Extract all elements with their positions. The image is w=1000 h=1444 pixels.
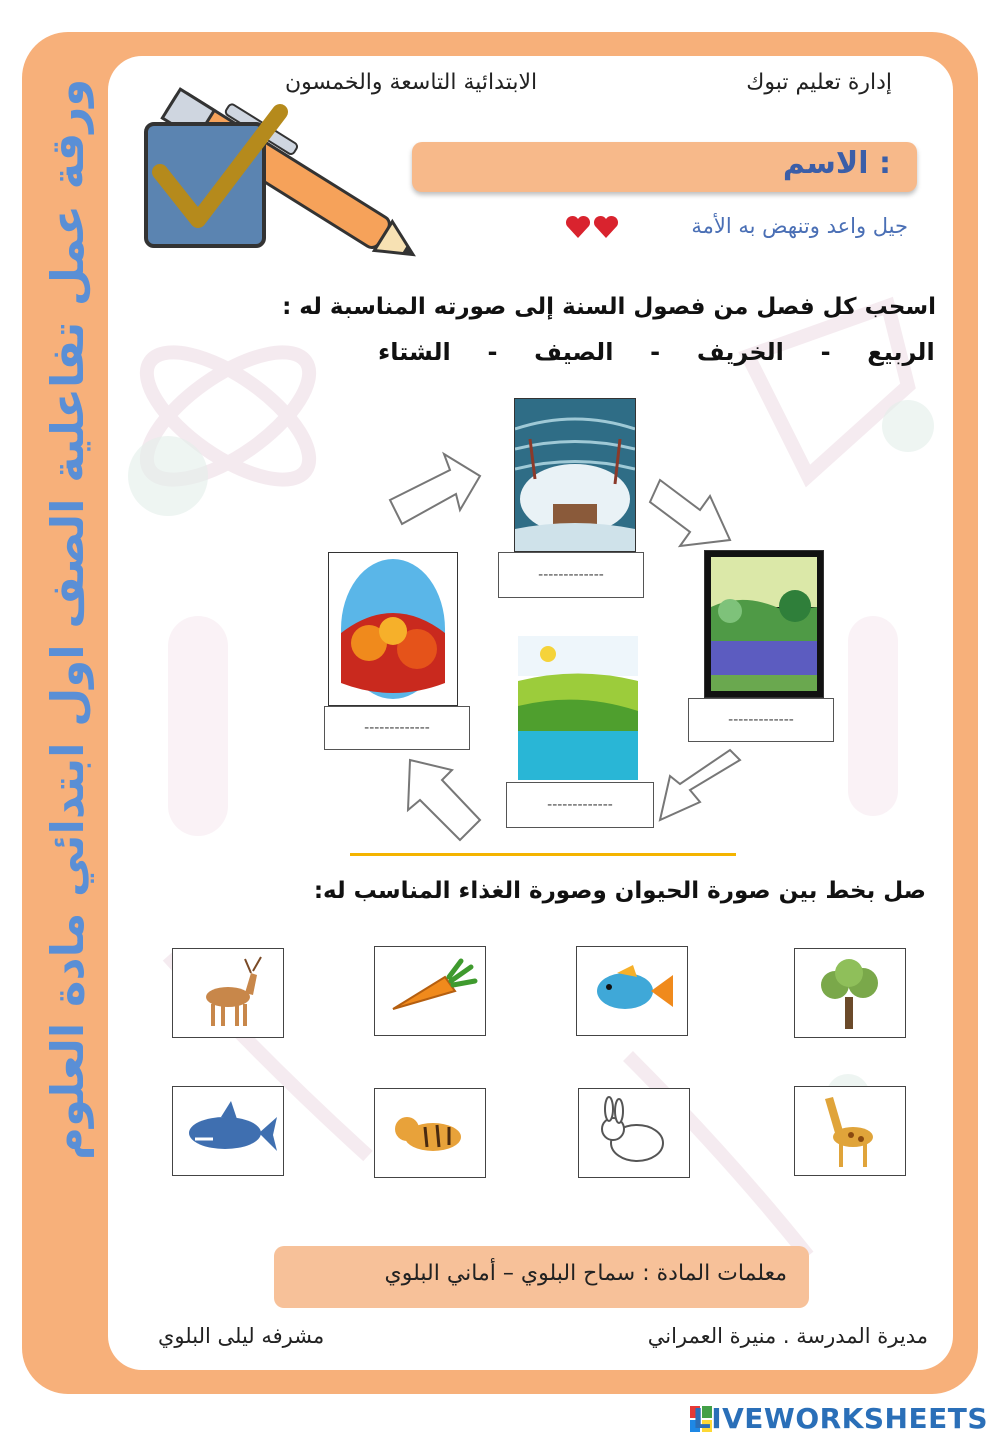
drop-zone-spring[interactable] <box>688 698 834 742</box>
principal-signature: مديرة المدرسة . منيرة العمراني <box>647 1324 928 1348</box>
teachers-bar <box>274 1246 809 1308</box>
blank-line: ------------- <box>364 720 430 736</box>
section-divider <box>350 853 736 856</box>
blank-line: ------------- <box>547 797 613 813</box>
autumn-image <box>329 553 457 705</box>
school-name: الابتدائية التاسعة والخمسون <box>285 70 538 95</box>
tree-card[interactable] <box>794 948 906 1038</box>
motto: جيل واعد وتنهض به الأمة <box>691 214 908 238</box>
season-card-summer <box>518 636 638 780</box>
season-winter[interactable]: الشتاء <box>378 338 451 366</box>
summer-image <box>518 636 638 780</box>
carrot-icon <box>375 947 485 1035</box>
supervisor-signature: مشرفه ليلى البلوي <box>158 1324 325 1348</box>
fish-card[interactable] <box>576 946 688 1036</box>
winter-image <box>515 399 635 551</box>
season-words <box>378 338 935 366</box>
carrot-card[interactable] <box>374 946 486 1036</box>
drop-zone-winter[interactable] <box>498 552 644 598</box>
season-summer[interactable]: الصيف <box>534 338 614 366</box>
brand-name[interactable]: LIVEWORKSHEETS <box>692 1402 988 1435</box>
blank-line: ------------- <box>728 712 794 728</box>
vertical-title: ورقة عمل تفاعلية الصف اول ابتدائي مادة العلوم <box>41 78 94 1160</box>
tiger-icon <box>375 1089 485 1177</box>
giraffe-card[interactable] <box>794 1086 906 1176</box>
blank-line: ------------- <box>538 567 604 583</box>
tiger-card[interactable] <box>374 1088 486 1178</box>
q2-instruction: صل بخط بين صورة الحيوان وصورة الغذاء المناسب له: <box>313 878 926 904</box>
separator: - <box>487 338 498 366</box>
shark-card[interactable] <box>172 1086 284 1176</box>
separator: - <box>820 338 831 366</box>
drop-zone-autumn[interactable] <box>324 706 470 750</box>
season-card-winter <box>514 398 636 552</box>
fish-icon <box>577 947 687 1035</box>
admin-name: إدارة تعليم تبوك <box>746 70 892 95</box>
shark-icon <box>173 1087 283 1175</box>
teachers-text: معلمات المادة : سماح البلوي – أماني البلوي <box>384 1261 787 1286</box>
name-bar[interactable] <box>412 142 917 192</box>
spring-image <box>705 551 823 697</box>
pencil-check-icon <box>130 70 440 280</box>
rabbit-icon <box>579 1089 689 1177</box>
season-card-autumn <box>328 552 458 706</box>
giraffe-icon <box>795 1087 905 1175</box>
season-spring[interactable]: الربيع <box>867 338 935 366</box>
hearts-icon <box>564 214 620 240</box>
deer-icon <box>173 949 283 1037</box>
q1-instruction: اسحب كل فصل من فصول السنة إلى صورته المناسبة له : <box>282 294 936 320</box>
name-label: الاسم : <box>782 146 891 181</box>
deer-card[interactable] <box>172 948 284 1038</box>
season-card-spring <box>704 550 824 698</box>
rabbit-card[interactable] <box>578 1088 690 1178</box>
drop-zone-summer[interactable] <box>506 782 654 828</box>
tree-icon <box>795 949 905 1037</box>
season-autumn[interactable]: الخريف <box>696 338 784 366</box>
separator: - <box>650 338 661 366</box>
